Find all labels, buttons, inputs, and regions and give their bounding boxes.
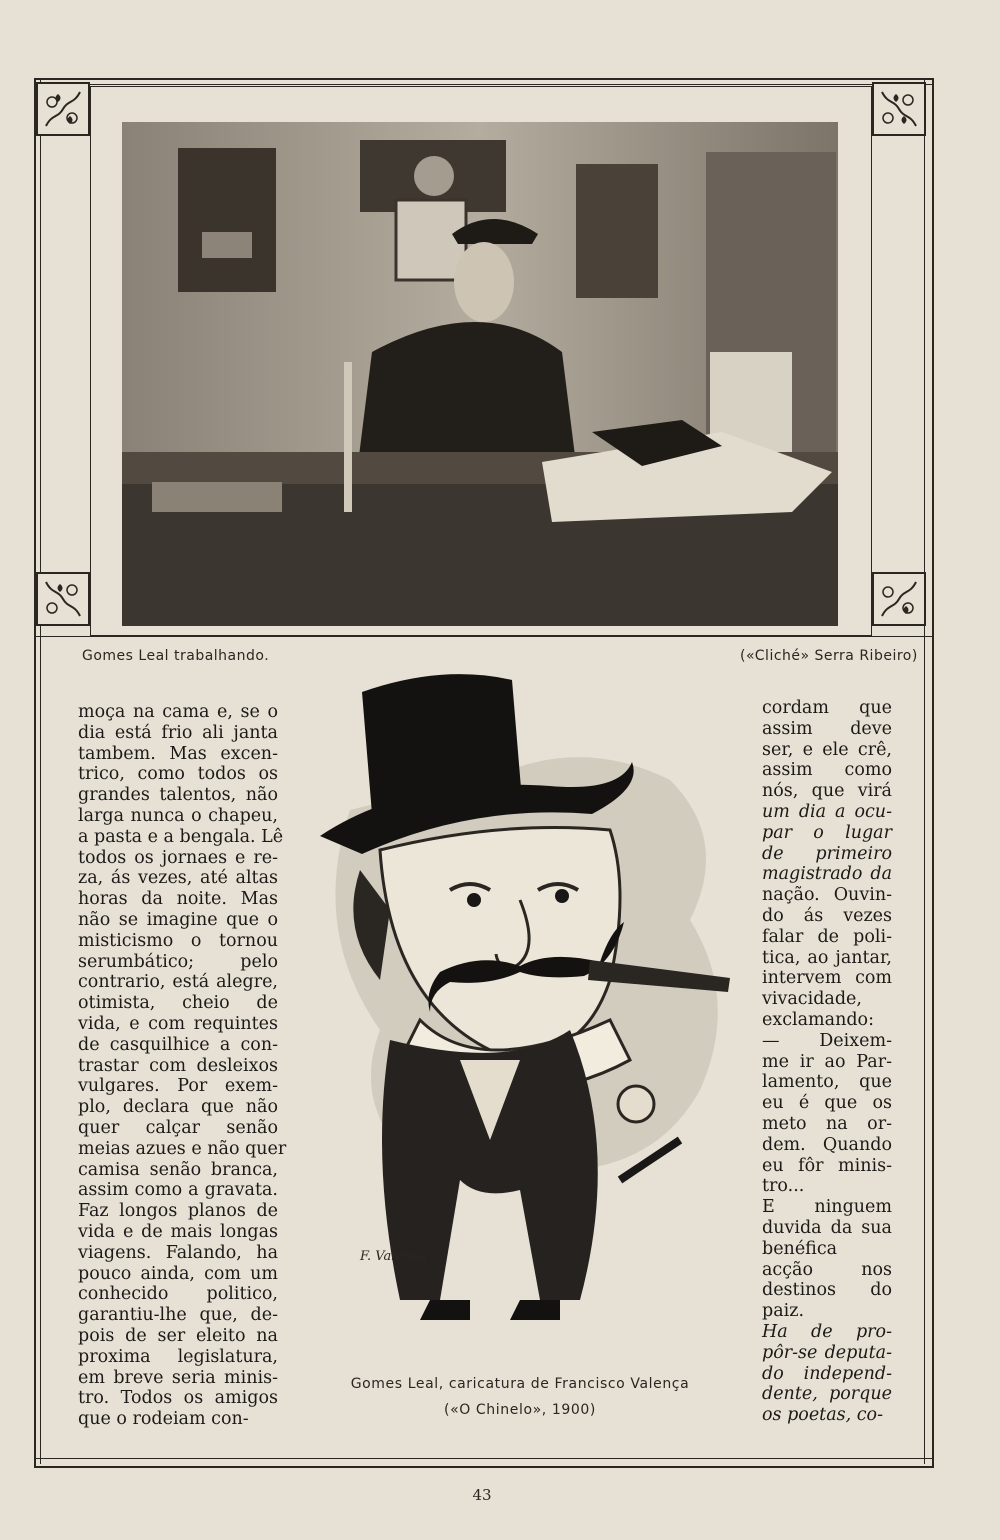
photograph-man-at-desk [122,122,838,626]
text-line: conhecido politico, [78,1284,278,1305]
text-line: do independ- [762,1363,892,1384]
text-line: quer calçar senão [78,1117,278,1138]
text-line: trico, como todos os [78,764,278,785]
border-rule-top-inner [34,84,932,85]
photo-credit: («Cliché» Serra Ribeiro) [740,648,918,664]
text-line: nós, que virá [762,781,892,802]
text-line: meias azues e não quer [78,1138,287,1159]
text-line: dem. Quando [762,1134,892,1155]
floral-ornament-icon [872,82,926,136]
text-line: todos os jornaes e re- [78,847,278,868]
text-line: pôr-se deputa- [762,1342,892,1363]
artist-signature: F. Valença [360,1249,427,1264]
text-line: dia está frio ali janta [78,722,278,743]
text-line: za, ás vezes, até altas [78,868,278,889]
page-number: 43 [472,1486,492,1504]
floral-ornament-icon [872,572,926,626]
caricature-illustration [290,660,750,1350]
text-line: ser, e ele crê, [762,739,892,760]
text-line: que o rodeiam con- [78,1409,249,1430]
text-line: exclamando: [762,1009,874,1030]
text-line: a pasta e a bengala. Lê [78,826,284,847]
border-rule-right-inner [924,78,925,1464]
text-line: serumbático; pelo [78,951,278,972]
text-line: E ninguem [762,1197,892,1218]
text-line: misticismo o tornou [78,930,278,951]
text-line: garantiu-lhe que, de- [78,1305,278,1326]
text-line: — Deixem- [762,1030,892,1051]
border-rule-bottom-inner [34,1458,932,1459]
text-line: assim como a gravata. [78,1180,278,1201]
text-line: meto na or- [762,1113,892,1134]
text-line: larga nunca o chapeu, [78,805,278,826]
text-line: plo, declara que não [78,1097,278,1118]
text-line: destinos do [762,1280,892,1301]
text-line: intervem com [762,968,892,989]
border-rule-left-inner [40,78,41,1464]
right-text-column [762,698,892,1426]
text-line: vida e de mais longas [78,1221,278,1242]
text-line: me ir ao Par- [762,1051,892,1072]
text-line: tro... [762,1176,805,1197]
left-text-column [78,702,287,1430]
text-line: nação. Ouvin- [762,885,892,906]
text-line: moça na cama e, se o [78,702,278,722]
text-line: de primeiro [762,843,892,864]
text-line: paiz. [762,1301,805,1322]
text-line: par o lugar [762,822,892,843]
text-line: tica, ao jantar, [762,947,892,968]
text-line: em breve seria minis- [78,1367,278,1388]
text-line: os poetas, co- [762,1405,883,1426]
text-line: horas da noite. Mas [78,889,278,910]
text-line: falar de poli- [762,926,892,947]
text-line: otimista, cheio de [78,993,278,1014]
caricature-caption: Gomes Leal, caricatura de Francisco Valença [350,1376,690,1392]
text-line: proxima legislatura, [78,1346,278,1367]
text-line: assim como [762,760,892,781]
text-line: dente, porque [762,1384,892,1405]
text-line: duvida da sua [762,1217,892,1238]
text-line: vulgares. Por exem- [78,1076,278,1097]
text-line: eu é que os [762,1093,892,1114]
text-line: lamento, que [762,1072,892,1093]
caricature-source: («O Chinelo», 1900) [444,1402,596,1418]
text-line: assim deve [762,718,892,739]
text-line: eu fôr minis- [762,1155,892,1176]
text-line: benéfica [762,1238,838,1259]
text-line: trastar com desleixos [78,1055,278,1076]
text-line: um dia a ocu- [762,801,892,822]
floral-ornament-icon [36,572,90,626]
photo-bottom-rule [34,636,932,637]
photo-caption: Gomes Leal trabalhando. [82,648,270,664]
text-line: grandes talentos, não [78,785,278,806]
text-line: Faz longos planos de [78,1201,278,1222]
text-line: vida, e com requintes [78,1013,278,1034]
floral-ornament-icon [36,82,90,136]
text-line: tro. Todos os amigos [78,1388,278,1409]
text-line: tambem. Mas excen- [78,743,278,764]
text-line: viagens. Falando, ha [78,1242,278,1263]
text-line: do ás vezes [762,905,892,926]
text-line: contrario, está alegre, [78,972,278,993]
text-line: de casquilhice a con- [78,1034,278,1055]
text-line: acção nos [762,1259,892,1280]
text-line: magistrado da [762,864,892,885]
text-line: não se imagine que o [78,909,278,930]
text-line: cordam que [762,698,892,718]
text-line: Ha de pro- [762,1321,892,1342]
text-line: pois de ser eleito na [78,1325,278,1346]
text-line: camisa senão branca, [78,1159,278,1180]
text-line: pouco ainda, com um [78,1263,278,1284]
text-line: vivacidade, [762,989,862,1010]
